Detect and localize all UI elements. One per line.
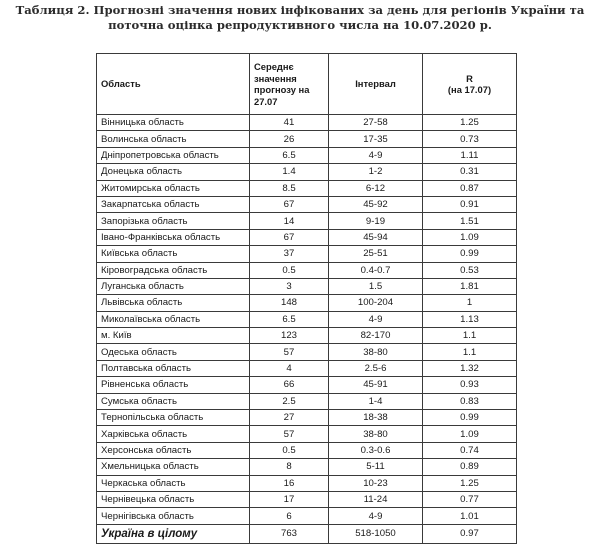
- r-value-cell: 0.77: [423, 491, 517, 507]
- mean-forecast-cell: 14: [250, 213, 329, 229]
- interval-cell: 0.3-0.6: [329, 442, 423, 458]
- interval-cell: 4-9: [329, 508, 423, 524]
- region-name-cell: Рівненська область: [97, 377, 250, 393]
- table-row: [97, 213, 517, 229]
- table-row: [97, 131, 517, 147]
- table-row: [97, 426, 517, 442]
- interval-cell: 17-35: [329, 131, 423, 147]
- mean-forecast-cell: 2.5: [250, 393, 329, 409]
- header-mean-line-3: прогнозу на: [254, 84, 310, 95]
- interval-cell: 1-2: [329, 164, 423, 180]
- r-value-cell: 1.1: [423, 328, 517, 344]
- r-value-cell: 1: [423, 295, 517, 311]
- r-value-cell: 1.09: [423, 229, 517, 245]
- region-name-cell: Тернопільська область: [97, 410, 250, 426]
- interval-cell: 11-24: [329, 491, 423, 507]
- region-name-cell: Вінницька область: [97, 115, 250, 131]
- table-row: [97, 278, 517, 294]
- header-region: Область: [97, 54, 250, 115]
- mean-forecast-cell: 8.5: [250, 180, 329, 196]
- table-row: [97, 196, 517, 212]
- interval-cell: 100-204: [329, 295, 423, 311]
- region-name-cell: Черкаська область: [97, 475, 250, 491]
- header-interval: Інтервал: [329, 54, 423, 115]
- mean-forecast-cell: 3: [250, 278, 329, 294]
- table-row: [97, 508, 517, 524]
- mean-forecast-cell: 66: [250, 377, 329, 393]
- r-value-cell: 1.13: [423, 311, 517, 327]
- region-name-cell: Харківська область: [97, 426, 250, 442]
- region-name-cell: Миколаївська область: [97, 311, 250, 327]
- interval-cell: 38-80: [329, 426, 423, 442]
- region-name-cell: м. Київ: [97, 328, 250, 344]
- interval-cell: 9-19: [329, 213, 423, 229]
- mean-forecast-cell: 148: [250, 295, 329, 311]
- table-row: [97, 475, 517, 491]
- interval-cell: 4-9: [329, 147, 423, 163]
- table-row: [97, 229, 517, 245]
- interval-cell: 4-9: [329, 311, 423, 327]
- mean-forecast-cell: 16: [250, 475, 329, 491]
- total-interval-cell: 518-1050: [329, 524, 423, 543]
- interval-cell: 1-4: [329, 393, 423, 409]
- total-region-name-cell: Україна в цілому: [97, 524, 250, 543]
- total-mean-forecast-cell: 763: [250, 524, 329, 543]
- region-name-cell: Закарпатська область: [97, 196, 250, 212]
- header-mean-line-2: значення: [254, 72, 297, 84]
- region-name-cell: Дніпропетровська область: [97, 147, 250, 163]
- table-row: [97, 295, 517, 311]
- table-row: [97, 377, 517, 393]
- table-total-row: [97, 524, 517, 543]
- table-row: [97, 164, 517, 180]
- r-value-cell: 0.74: [423, 442, 517, 458]
- r-value-cell: 0.89: [423, 459, 517, 475]
- table-row: [97, 491, 517, 507]
- region-name-cell: Полтавська область: [97, 360, 250, 376]
- mean-forecast-cell: 123: [250, 328, 329, 344]
- region-name-cell: Херсонська область: [97, 442, 250, 458]
- region-name-cell: Сумська область: [97, 393, 250, 409]
- r-value-cell: 0.99: [423, 246, 517, 262]
- r-value-cell: 1.51: [423, 213, 517, 229]
- r-value-cell: 1.09: [423, 426, 517, 442]
- table-row: [97, 262, 517, 278]
- table-row: [97, 147, 517, 163]
- table-row: [97, 328, 517, 344]
- total-r-value-cell: 0.97: [423, 524, 517, 543]
- interval-cell: 0.4-0.7: [329, 262, 423, 278]
- mean-forecast-cell: 4: [250, 360, 329, 376]
- mean-forecast-cell: 1.4: [250, 164, 329, 180]
- table-body: [97, 115, 517, 544]
- r-value-cell: 1.81: [423, 278, 517, 294]
- table-row: [97, 442, 517, 458]
- r-value-cell: 0.73: [423, 131, 517, 147]
- r-value-cell: 1.1: [423, 344, 517, 360]
- region-name-cell: Кіровоградська область: [97, 262, 250, 278]
- table-row: [97, 459, 517, 475]
- r-value-cell: 1.01: [423, 508, 517, 524]
- table-row: [97, 246, 517, 262]
- r-value-cell: 1.32: [423, 360, 517, 376]
- table-row: [97, 344, 517, 360]
- mean-forecast-cell: 8: [250, 459, 329, 475]
- r-value-cell: 1.25: [423, 475, 517, 491]
- r-value-cell: 0.91: [423, 196, 517, 212]
- mean-forecast-cell: 67: [250, 229, 329, 245]
- region-name-cell: Чернівецька область: [97, 491, 250, 507]
- mean-forecast-cell: 6: [250, 508, 329, 524]
- table-row: [97, 393, 517, 409]
- table-row: [97, 180, 517, 196]
- region-name-cell: Львівська область: [97, 295, 250, 311]
- region-name-cell: Київська область: [97, 246, 250, 262]
- region-name-cell: Івано-Франківська область: [97, 229, 250, 245]
- interval-cell: 25-51: [329, 246, 423, 262]
- mean-forecast-cell: 0.5: [250, 442, 329, 458]
- header-mean-line-4: 27.07: [254, 95, 278, 107]
- header-mean-forecast: [250, 54, 329, 115]
- forecast-table: [96, 53, 517, 544]
- table-caption: [0, 3, 600, 33]
- table-row: [97, 311, 517, 327]
- mean-forecast-cell: 17: [250, 491, 329, 507]
- interval-cell: 82-170: [329, 328, 423, 344]
- region-name-cell: Одеська область: [97, 344, 250, 360]
- r-value-cell: 0.99: [423, 410, 517, 426]
- caption-line-2: поточна оцінка репродуктивного числа на 10.07.2020 р.: [108, 18, 492, 32]
- interval-cell: 45-94: [329, 229, 423, 245]
- header-r: [423, 54, 517, 115]
- interval-cell: 2.5-6: [329, 360, 423, 376]
- interval-cell: 18-38: [329, 410, 423, 426]
- mean-forecast-cell: 57: [250, 426, 329, 442]
- mean-forecast-cell: 6.5: [250, 147, 329, 163]
- interval-cell: 5-11: [329, 459, 423, 475]
- region-name-cell: Чернігівська область: [97, 508, 250, 524]
- interval-cell: 6-12: [329, 180, 423, 196]
- mean-forecast-cell: 6.5: [250, 311, 329, 327]
- region-name-cell: Житомирська область: [97, 180, 250, 196]
- header-r-line-1: R: [466, 72, 473, 84]
- region-name-cell: Запорізька область: [97, 213, 250, 229]
- mean-forecast-cell: 41: [250, 115, 329, 131]
- region-name-cell: Донецька область: [97, 164, 250, 180]
- interval-cell: 45-92: [329, 196, 423, 212]
- interval-cell: 45-91: [329, 377, 423, 393]
- interval-cell: 10-23: [329, 475, 423, 491]
- mean-forecast-cell: 26: [250, 131, 329, 147]
- r-value-cell: 1.11: [423, 147, 517, 163]
- r-value-cell: 0.31: [423, 164, 517, 180]
- mean-forecast-cell: 57: [250, 344, 329, 360]
- region-name-cell: Хмельницька область: [97, 459, 250, 475]
- header-r-line-2: (на 17.07): [447, 84, 492, 95]
- mean-forecast-cell: 0.5: [250, 262, 329, 278]
- region-name-cell: Луганська область: [97, 278, 250, 294]
- table-row: [97, 115, 517, 131]
- table-row: [97, 410, 517, 426]
- interval-cell: 1.5: [329, 278, 423, 294]
- mean-forecast-cell: 37: [250, 246, 329, 262]
- interval-cell: 38-80: [329, 344, 423, 360]
- table-row: [97, 360, 517, 376]
- mean-forecast-cell: 67: [250, 196, 329, 212]
- r-value-cell: 0.53: [423, 262, 517, 278]
- r-value-cell: 0.93: [423, 377, 517, 393]
- caption-line-1: Таблиця 2. Прогнозні значення нових інфікованих за день для регіонів України та: [15, 3, 585, 17]
- interval-cell: 27-58: [329, 115, 423, 131]
- r-value-cell: 1.25: [423, 115, 517, 131]
- header-mean-line-1: Середнє: [254, 61, 294, 72]
- table-header-row: [97, 54, 517, 115]
- r-value-cell: 0.83: [423, 393, 517, 409]
- region-name-cell: Волинська область: [97, 131, 250, 147]
- r-value-cell: 0.87: [423, 180, 517, 196]
- mean-forecast-cell: 27: [250, 410, 329, 426]
